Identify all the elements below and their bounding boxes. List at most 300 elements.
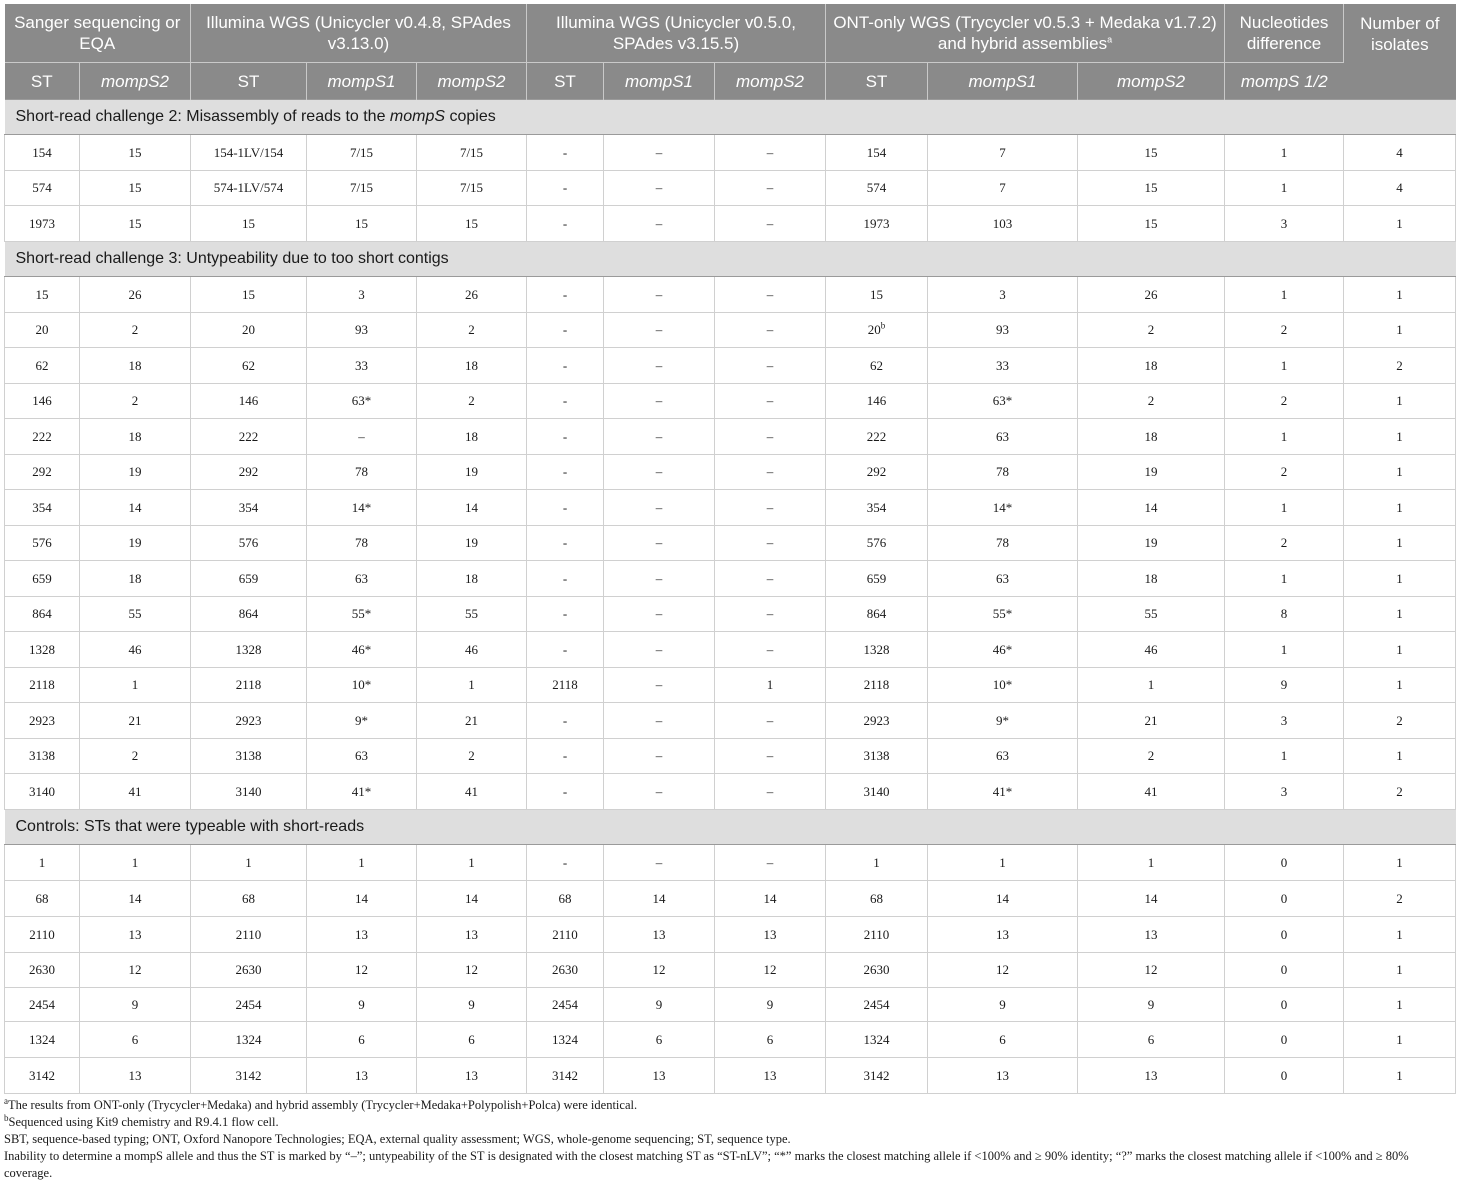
table-cell: 146 [191, 384, 307, 419]
table-cell: 146 [5, 384, 80, 419]
table-cell: 93 [307, 313, 417, 348]
table-row [5, 1022, 1456, 1058]
table-cell: 1 [1344, 597, 1456, 632]
section-header-row [5, 100, 1456, 135]
table-cell: 1324 [5, 1022, 80, 1058]
table-cell: 2630 [5, 953, 80, 988]
table-cell: – [604, 845, 715, 881]
table-cell: 574 [826, 171, 928, 206]
table-row [5, 526, 1456, 561]
table-cell: 63 [928, 739, 1078, 774]
table-body [5, 100, 1456, 1094]
table-cell: 3138 [5, 739, 80, 774]
footnote-text: The results from ONT-only (Trycycler+Medaka) and hybrid assembly (Trycycler+Medaka+Polypolish+Polca) were identical. [8, 1098, 638, 1112]
table-cell: 2 [1078, 739, 1225, 774]
section-title [5, 242, 1456, 277]
table-cell: 68 [5, 881, 80, 917]
table-cell: 3142 [5, 1058, 80, 1094]
table-cell: 78 [928, 455, 1078, 490]
header-illumina-v048: Illumina WGS (Unicycler v0.4.8, SPAdes v3.13.0) [191, 4, 527, 63]
table-cell: 576 [5, 526, 80, 561]
table-cell: 1 [1078, 845, 1225, 881]
table-cell: 46 [80, 632, 191, 668]
table-cell: 78 [307, 526, 417, 561]
table-cell: 93 [928, 313, 1078, 348]
table-cell: - [527, 348, 604, 384]
table-cell: 20 [191, 313, 307, 348]
table-cell: 26 [80, 277, 191, 313]
table-cell: 7 [928, 135, 1078, 171]
table-cell: 1324 [191, 1022, 307, 1058]
table-cell: 63* [307, 384, 417, 419]
table-cell: 14 [1078, 881, 1225, 917]
table-cell: - [527, 597, 604, 632]
table-cell: – [604, 135, 715, 171]
table-cell: 41 [1078, 774, 1225, 810]
table-cell: 1 [1225, 348, 1344, 384]
table-cell: 13 [307, 917, 417, 953]
table-cell: 9 [715, 988, 826, 1022]
table-row [5, 988, 1456, 1022]
table-cell: 55 [80, 597, 191, 632]
table-cell: 41* [307, 774, 417, 810]
table-cell: 354 [5, 490, 80, 526]
footnote-text: SBT, sequence-based typing; ONT, Oxford Nanopore Technologies; EQA, external quality assessment; WGS, whole-genome sequencing; ST, sequence type. [4, 1132, 791, 1146]
table-cell: 63 [307, 739, 417, 774]
table-cell: 1 [1225, 632, 1344, 668]
table-cell: 1 [1225, 277, 1344, 313]
table-cell: 3 [307, 277, 417, 313]
table-cell: 15 [826, 277, 928, 313]
table-cell: – [604, 561, 715, 597]
table-cell: 14 [715, 881, 826, 917]
table-cell: 9* [307, 703, 417, 739]
table-container [4, 4, 1455, 1182]
table-cell: 1 [1225, 171, 1344, 206]
table-cell: 18 [1078, 348, 1225, 384]
table-cell: 3142 [527, 1058, 604, 1094]
table-cell: 18 [80, 348, 191, 384]
table-cell: 1324 [527, 1022, 604, 1058]
table-cell: 68 [191, 881, 307, 917]
table-cell: – [604, 171, 715, 206]
table-cell: 63 [307, 561, 417, 597]
section-title-text: Short-read challenge 2: Misassembly of reads to the [15, 108, 390, 125]
table-cell: 1973 [5, 206, 80, 242]
table-cell: 0 [1225, 988, 1344, 1022]
table-cell: 33 [307, 348, 417, 384]
table-row [5, 774, 1456, 810]
table-cell: - [527, 845, 604, 881]
table-cell: - [527, 703, 604, 739]
table-cell: – [715, 277, 826, 313]
table-cell: 9 [1078, 988, 1225, 1022]
table-cell: 18 [417, 419, 527, 455]
table-cell: 15 [80, 206, 191, 242]
table-cell: – [604, 455, 715, 490]
table-cell: - [527, 774, 604, 810]
table-cell: 3138 [826, 739, 928, 774]
table-cell: 63 [928, 419, 1078, 455]
table-cell: 12 [715, 953, 826, 988]
table-cell: – [604, 597, 715, 632]
table-cell: – [715, 632, 826, 668]
header-ont [826, 4, 1225, 63]
section-title-suffix: copies [445, 108, 496, 125]
subheader-mompS2: mompS2 [715, 63, 826, 100]
table-cell: 55* [307, 597, 417, 632]
table-cell: 14 [80, 490, 191, 526]
table-cell: 2 [417, 313, 527, 348]
header-row-sub [5, 63, 1456, 100]
table-cell: 154 [826, 135, 928, 171]
table-row [5, 739, 1456, 774]
table-cell: 19 [417, 455, 527, 490]
table-cell: 15 [80, 135, 191, 171]
table-cell: - [527, 206, 604, 242]
subheader-mompS2: mompS2 [1078, 63, 1225, 100]
table-cell: 21 [80, 703, 191, 739]
table-cell: 3 [1225, 206, 1344, 242]
table-cell: 6 [307, 1022, 417, 1058]
table-cell: – [715, 774, 826, 810]
section-title [5, 100, 1456, 135]
header-row-groups [5, 4, 1456, 63]
table-cell: 9* [928, 703, 1078, 739]
subheader-st: ST [191, 63, 307, 100]
table-row [5, 917, 1456, 953]
table-cell: 1 [191, 845, 307, 881]
table-cell: 1 [826, 845, 928, 881]
table-cell: 13 [715, 1058, 826, 1094]
table-cell: 12 [928, 953, 1078, 988]
table-cell: 62 [826, 348, 928, 384]
table-row [5, 845, 1456, 881]
table-cell: 2630 [826, 953, 928, 988]
section-header-row [5, 810, 1456, 845]
table-cell: 41* [928, 774, 1078, 810]
table-cell: 864 [826, 597, 928, 632]
table-cell: - [527, 561, 604, 597]
table-cell: 78 [928, 526, 1078, 561]
table-row [5, 419, 1456, 455]
table-cell: 1 [1344, 490, 1456, 526]
table-cell: 659 [5, 561, 80, 597]
table-cell: 55 [1078, 597, 1225, 632]
table-cell: 14 [604, 881, 715, 917]
table-cell: 15 [1078, 135, 1225, 171]
table-cell: – [604, 739, 715, 774]
table-cell: - [527, 171, 604, 206]
table-cell: 14* [928, 490, 1078, 526]
table-cell: – [604, 703, 715, 739]
table-cell: 9 [307, 988, 417, 1022]
table-row [5, 135, 1456, 171]
table-cell: 1 [1225, 135, 1344, 171]
table-cell: 18 [1078, 561, 1225, 597]
table-cell: 14 [417, 881, 527, 917]
table-cell: 1 [1225, 490, 1344, 526]
table-cell: 26 [417, 277, 527, 313]
table-cell: 222 [191, 419, 307, 455]
table-cell: 4 [1344, 171, 1456, 206]
table-cell: 103 [928, 206, 1078, 242]
table-cell: 2 [1078, 384, 1225, 419]
table-row [5, 632, 1456, 668]
table-cell: – [715, 384, 826, 419]
table-cell: 21 [1078, 703, 1225, 739]
table-cell: – [604, 206, 715, 242]
table-cell: 14 [417, 490, 527, 526]
table-cell: – [604, 348, 715, 384]
table-row [5, 881, 1456, 917]
table-cell: 1 [80, 845, 191, 881]
table-cell: 13 [80, 1058, 191, 1094]
table-row [5, 277, 1456, 313]
table-cell: 3140 [826, 774, 928, 810]
table-cell: – [604, 313, 715, 348]
table-cell: 0 [1225, 1058, 1344, 1094]
table-cell: 1973 [826, 206, 928, 242]
table-cell: - [527, 419, 604, 455]
table-cell: 7/15 [307, 171, 417, 206]
table-cell: 2 [1344, 881, 1456, 917]
table-cell: 1 [80, 668, 191, 703]
table-cell: 2 [1225, 455, 1344, 490]
table-cell: 2118 [527, 668, 604, 703]
table-cell: 2 [80, 739, 191, 774]
table-cell: 10* [928, 668, 1078, 703]
table-row [5, 561, 1456, 597]
footnote-text: Inability to determine a mompS allele and thus the ST is marked by “–”; untypeability of the ST is designated with the closest matching ST as “ST-nLV”; “*” marks the closest matching allele if <100% and ≥ 90% identity; “?” marks the closest matching allele if <100% and ≥ 80% coverage. [4, 1149, 1409, 1180]
table-cell: 2454 [5, 988, 80, 1022]
table-cell: 2923 [191, 703, 307, 739]
table-cell: 576 [191, 526, 307, 561]
table-cell: 154-1LV/154 [191, 135, 307, 171]
subheader-mompS2: mompS2 [417, 63, 527, 100]
table-cell: 13 [417, 1058, 527, 1094]
table-cell: 14 [80, 881, 191, 917]
table-cell: 8 [1225, 597, 1344, 632]
table-cell: 0 [1225, 881, 1344, 917]
table-cell: - [527, 526, 604, 561]
table-cell: 2 [1078, 313, 1225, 348]
header-illumina-v050: Illumina WGS (Unicycler v0.5.0, SPAdes v3.15.5) [527, 4, 826, 63]
table-cell: – [307, 419, 417, 455]
table-cell: 12 [307, 953, 417, 988]
table-cell: – [715, 490, 826, 526]
table-cell: – [604, 526, 715, 561]
table-cell: 41 [80, 774, 191, 810]
table-cell: 292 [5, 455, 80, 490]
table-cell: 33 [928, 348, 1078, 384]
table-cell: 6 [1078, 1022, 1225, 1058]
table-cell: 222 [826, 419, 928, 455]
table-cell: 1 [1225, 419, 1344, 455]
table-cell: 19 [80, 526, 191, 561]
table-cell: 13 [80, 917, 191, 953]
table-cell: – [604, 490, 715, 526]
table-cell: 222 [5, 419, 80, 455]
table-cell: 18 [1078, 419, 1225, 455]
table-cell: 41 [417, 774, 527, 810]
table-cell: 354 [191, 490, 307, 526]
table-cell: 6 [417, 1022, 527, 1058]
table-cell: – [604, 632, 715, 668]
table-cell: 10* [307, 668, 417, 703]
table-cell: 14 [1078, 490, 1225, 526]
header-ont-label: ONT-only WGS (Trycycler v0.5.3 + Medaka v1.7.2) and hybrid assemblies [833, 13, 1217, 53]
table-row [5, 1058, 1456, 1094]
table-cell: 13 [928, 917, 1078, 953]
table-cell: 15 [5, 277, 80, 313]
table-cell: 2 [1225, 384, 1344, 419]
table-cell: 6 [928, 1022, 1078, 1058]
table-cell: 2454 [826, 988, 928, 1022]
table-cell: 1 [928, 845, 1078, 881]
table-cell: 15 [1078, 171, 1225, 206]
table-cell: 78 [307, 455, 417, 490]
footnote-marker: a [4, 1095, 8, 1106]
table-cell: 7 [928, 171, 1078, 206]
table-cell: 13 [604, 917, 715, 953]
table-cell: 62 [5, 348, 80, 384]
subheader-mompS-1-2: mompS 1/2 [1225, 63, 1344, 100]
table-cell: - [527, 455, 604, 490]
table-cell: 12 [604, 953, 715, 988]
table-cell: 864 [191, 597, 307, 632]
table-cell: 15 [191, 277, 307, 313]
table-cell: 63* [928, 384, 1078, 419]
footnote [4, 1131, 1455, 1148]
table-row [5, 490, 1456, 526]
table-cell: 574 [5, 171, 80, 206]
table-cell: 864 [5, 597, 80, 632]
table-cell: – [715, 455, 826, 490]
table-row [5, 348, 1456, 384]
table-cell: 2923 [826, 703, 928, 739]
table-cell: 2923 [5, 703, 80, 739]
table-cell: 2630 [191, 953, 307, 988]
table-cell: - [527, 384, 604, 419]
table-cell: 2118 [191, 668, 307, 703]
table-cell: 14 [307, 881, 417, 917]
table-cell: – [604, 774, 715, 810]
table-cell: 292 [191, 455, 307, 490]
cell-footnote-marker: b [880, 320, 886, 331]
table-cell: 1 [1344, 561, 1456, 597]
table-cell: 3138 [191, 739, 307, 774]
table-cell: 19 [1078, 526, 1225, 561]
table-cell: 13 [604, 1058, 715, 1094]
table-row [5, 703, 1456, 739]
table-cell: 21 [417, 703, 527, 739]
table-cell: 1 [1344, 739, 1456, 774]
table-cell: - [527, 135, 604, 171]
table-cell: 14* [307, 490, 417, 526]
table-cell: 18 [80, 419, 191, 455]
table-cell: - [527, 490, 604, 526]
table-cell: 1 [1225, 739, 1344, 774]
table-cell: 13 [417, 917, 527, 953]
table-cell: 2 [417, 384, 527, 419]
table-cell: 46 [1078, 632, 1225, 668]
table-cell: 15 [1078, 206, 1225, 242]
table-cell: 659 [191, 561, 307, 597]
footnote-text: Sequenced using Kit9 chemistry and R9.4.1 flow cell. [8, 1115, 279, 1129]
table-cell: 13 [715, 917, 826, 953]
table-cell: 19 [80, 455, 191, 490]
table-cell: 0 [1225, 1022, 1344, 1058]
table-row [5, 597, 1456, 632]
header-number-of-isolates: Number of isolates [1344, 4, 1456, 100]
table-cell: 1 [1344, 953, 1456, 988]
table-cell: 3142 [191, 1058, 307, 1094]
footnote-marker: b [4, 1112, 9, 1123]
table-cell: 13 [1078, 1058, 1225, 1094]
table-cell: 2630 [527, 953, 604, 988]
table-cell: 1 [417, 668, 527, 703]
table-cell: 7/15 [417, 135, 527, 171]
section-title-text: Short-read challenge 3: Untypeability due to too short contigs [15, 250, 449, 267]
table-cell: – [715, 561, 826, 597]
table-cell: – [604, 668, 715, 703]
table-cell: 12 [80, 953, 191, 988]
table-cell: 1 [1078, 668, 1225, 703]
table-cell: 7/15 [417, 171, 527, 206]
table-cell: 154 [5, 135, 80, 171]
table-cell: 18 [417, 348, 527, 384]
table-cell: 6 [80, 1022, 191, 1058]
table-cell: – [715, 171, 826, 206]
table-row [5, 206, 1456, 242]
table-cell: 2 [417, 739, 527, 774]
footnote [4, 1097, 1455, 1114]
subheader-st: ST [5, 63, 80, 100]
table-cell: 3 [1225, 774, 1344, 810]
table-cell: 2 [80, 384, 191, 419]
table-cell: 13 [1078, 917, 1225, 953]
table-row [5, 953, 1456, 988]
footnote [4, 1114, 1455, 1131]
table-cell: 2454 [527, 988, 604, 1022]
table-cell: – [715, 419, 826, 455]
table-cell: 3140 [191, 774, 307, 810]
table-cell: - [527, 632, 604, 668]
table-cell: – [715, 135, 826, 171]
table-cell: 1 [1344, 419, 1456, 455]
table-row [5, 668, 1456, 703]
table-cell: 1 [1344, 632, 1456, 668]
table-cell: – [715, 526, 826, 561]
table-cell: 6 [715, 1022, 826, 1058]
table-cell: 13 [928, 1058, 1078, 1094]
table-cell: 1324 [826, 1022, 928, 1058]
footnote [4, 1148, 1455, 1182]
subheader-mompS1: mompS1 [928, 63, 1078, 100]
table-cell: 7/15 [307, 135, 417, 171]
table-cell: 20$^b$ [826, 313, 928, 348]
table-cell: 9 [928, 988, 1078, 1022]
table-cell: 1 [1344, 206, 1456, 242]
table-cell: – [715, 206, 826, 242]
table-cell: 2118 [826, 668, 928, 703]
table-cell: 1 [715, 668, 826, 703]
section-header-row [5, 242, 1456, 277]
table-row [5, 171, 1456, 206]
section-title-text: Controls: STs that were typeable with short-reads [15, 818, 365, 835]
section-title [5, 810, 1456, 845]
